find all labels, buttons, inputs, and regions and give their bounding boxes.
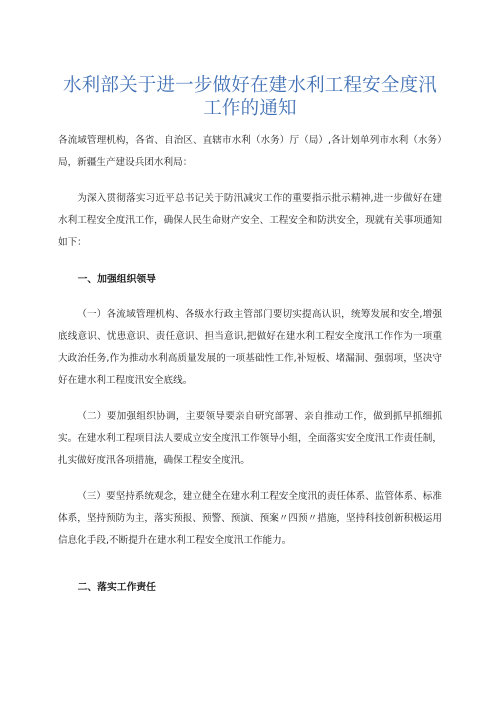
salutation: 各流域管理机构，各省、自治区、直辖市水利（水务）厅（局）,各计划单列市水利（水务）局，新疆生产建设兵团水利局：	[58, 135, 442, 168]
section1-item-3: （三）要坚持系统观念，建立健全在建水利工程安全度汛的责任体系、监管体系、标准体系，坚持预防为主，落实预报、预警、预演、预案〃四预〃措施，坚持科技创新积极运用信息化手段,不断提升在建水利工程安全度汛工作能力。	[58, 491, 442, 546]
intro-paragraph: 为深入贯彻落实习近平总书记关于防汛减灾工作的重要指示批示精神,进一步做好在建水利工程安全度汛工作，确保人民生命财产安全、工程安全和防洪安全，现就有关事项通知如下：	[58, 193, 442, 248]
section-heading-1: 一、加强组织领导	[77, 274, 156, 285]
section1-item-1: （一）各流域管理机构、各级水行政主管部门要切实提高认识，统筹发展和安全,增强底线意识、忧患意识、责任意识、担当意识,把做好在建水利工程安全度汛工作作为一项重大政治任务,作为推动水利高质量发展的一项基础性工作,补短板、堵漏洞、强弱项，坚决守好在建水利工程度汛安全底线。	[58, 309, 442, 386]
section-heading-2: 二、落实工作责任	[77, 582, 156, 593]
document-title: 水利部关于进一步做好在建水利工程安全度汛工作的通知	[62, 75, 437, 119]
section1-item-2: （二）要加强组织协调，主要领导要亲自研究部署、亲自推动工作，做到抓早抓细抓实。在建水利工程项目法人要成立安全度汛工作领导小组，全面落实安全度汛工作责任制，扎实做好度汛各项措施，确保工程安全度汛。	[58, 411, 442, 466]
